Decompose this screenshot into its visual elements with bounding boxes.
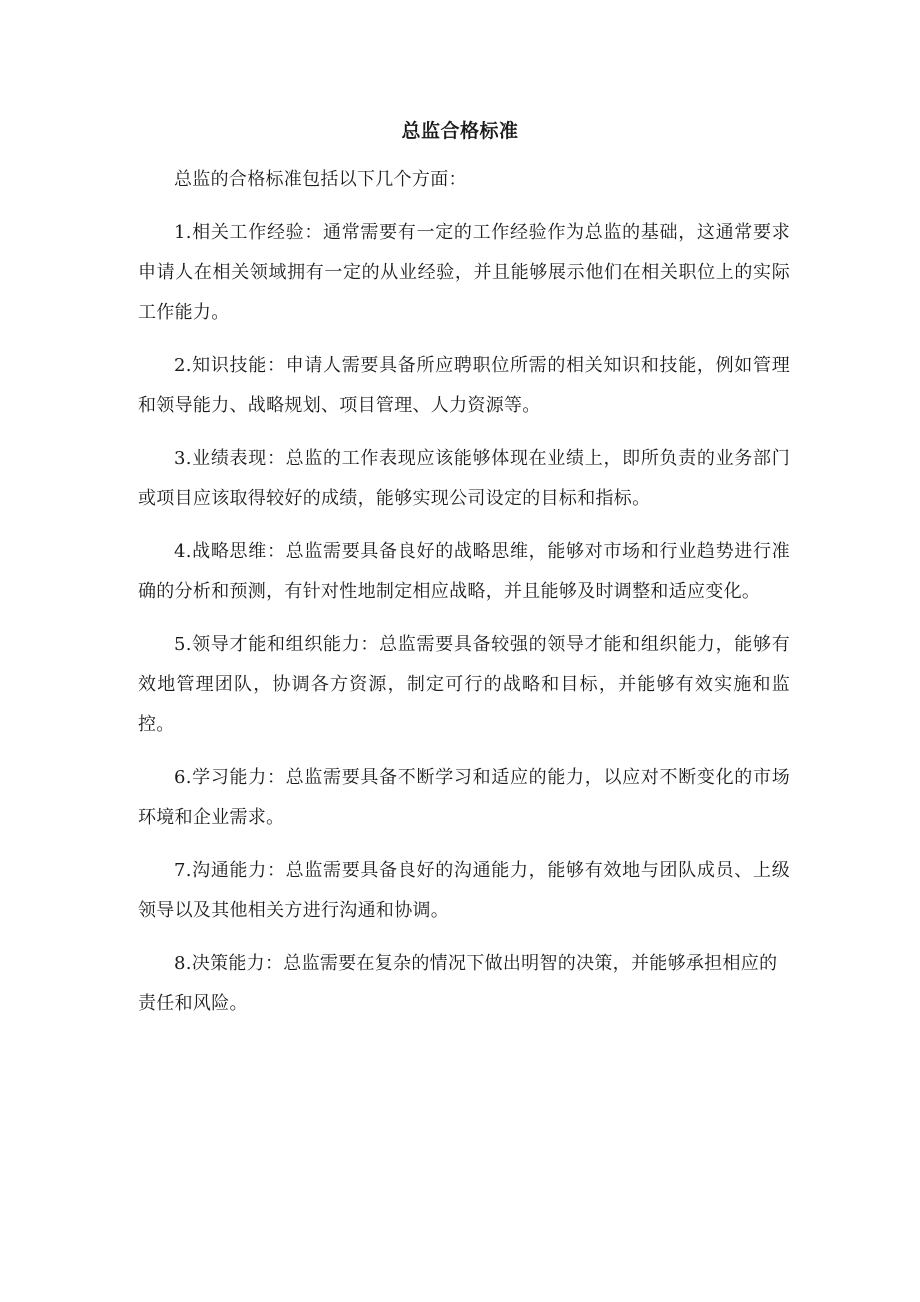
item-paragraph-4: 4.战略思维：总监需要具备良好的战略思维，能够对市场和行业趋势进行准确的分析和预测，有针对性地制定相应战略，并且能够及时调整和适应变化。 bbox=[138, 541, 790, 602]
item-paragraph-2: 2.知识技能：申请人需要具备所应聘职位所需的相关知识和技能，例如管理和领导能力、战略规划、项目管理、人力资源等。 bbox=[138, 355, 790, 416]
item-paragraph-7: 7.沟通能力：总监需要具备良好的沟通能力，能够有效地与团队成员、上级领导以及其他相关方进行沟通和协调。 bbox=[138, 860, 790, 921]
intro-paragraph: 总监的合格标准包括以下几个方面： bbox=[174, 169, 467, 190]
item-paragraph-3: 3.业绩表现：总监的工作表现应该能够体现在业绩上，即所负责的业务部门或项目应该取得较好的成绩，能够实现公司设定的目标和指标。 bbox=[138, 448, 790, 509]
item-paragraph-6: 6.学习能力：总监需要具备不断学习和适应的能力，以应对不断变化的市场环境和企业需求。 bbox=[138, 767, 790, 828]
item-paragraph-1: 1.相关工作经验：通常需要有一定的工作经验作为总监的基础，这通常要求申请人在相关领域拥有一定的从业经验，并且能够展示他们在相关职位上的实际工作能力。 bbox=[138, 222, 790, 323]
item-paragraph-5: 5.领导才能和组织能力：总监需要具备较强的领导才能和组织能力，能够有效地管理团队，协调各方资源，制定可行的战略和目标，并能够有效实施和监控。 bbox=[138, 634, 790, 735]
document-title: 总监合格标准 bbox=[401, 120, 519, 142]
document-body bbox=[138, 160, 790, 1037]
item-paragraph-8: 8.决策能力：总监需要在复杂的情况下做出明智的决策，并能够承担相应的责任和风险。 bbox=[138, 953, 778, 1014]
